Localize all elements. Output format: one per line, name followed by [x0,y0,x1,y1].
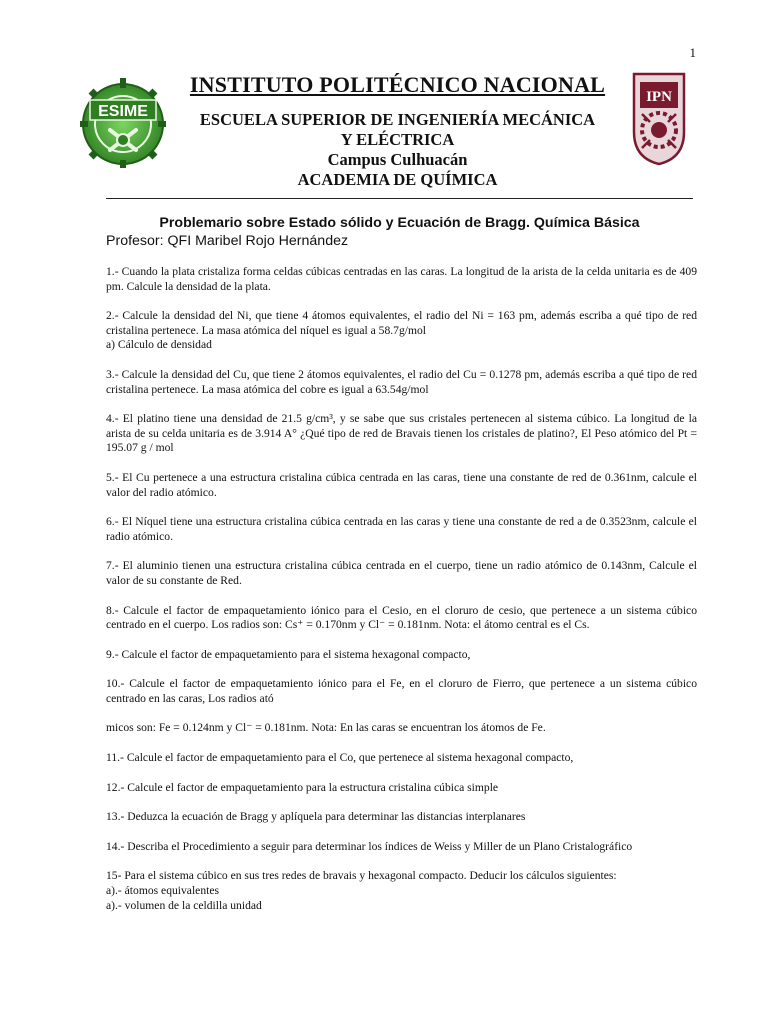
problem-list [106,265,697,913]
problem-item: 14.- Describa el Procedimiento a seguir para determinar los índices de Weiss y Miller de un Plano Cristalográfico [106,839,633,853]
academy-name: ACADEMIA DE QUÍMICA [297,170,498,189]
ipn-logo [628,70,690,166]
problem-item: 13.- Deduzca la ecuación de Bragg y aplíquela para determinar las distancias interplanares [106,810,526,824]
problem-item: 10.- Calcule el factor de empaquetamiento iónico para el Fe, en el cloruro de Fierro, que pertenece a un sistema cúbico centrado en las caras, Los radios ató [106,677,697,705]
school-name-line1: ESCUELA SUPERIOR DE INGENIERÍA MECÁNICA [199,110,596,129]
problem-item: 6.- El Níquel tiene una estructura cristalina cúbica centrada en las caras y tiene una constante de red a de 0.3523nm, calcule el radio atómico. [106,515,697,543]
problem-item: 7.- El aluminio tienen una estructura cristalina cúbica centrada en el cuerpo, tiene un radio atómico de 0.143nm, Calcule el valor de su constante de Red. [106,559,697,587]
problem-item: 11.- Calcule el factor de empaquetamiento para el Co, que pertenece al sistema hexagonal compacto, [106,751,574,765]
esime-logo [80,74,166,168]
problem-item: 3.- Calcule la densidad del Cu, que tiene 2 átomos equivalentes, el radio del Cu = 0.1278 pm, además escriba a qué tipo de red cristalina pertenece. La masa atómica del cobre es igual a 63.54g/mol [106,367,697,396]
header-divider [106,198,693,199]
problem-subitem: a).- volumen de la celdilla unidad [106,898,262,912]
professor-line: Profesor: QFI Maribel Rojo Hernández [106,233,349,249]
document-heading [106,214,693,250]
problem-item: 5.- El Cu pertenece a una estructura cristalina cúbica centrada en las caras, tiene una constante de red de 0.361nm, calcule el valor del radio atómico. [106,470,697,499]
school-name-line2: Y ELÉCTRICA [340,130,455,149]
problem-item: micos son: Fe = 0.124nm y Cl⁻ = 0.181nm. Nota: En las caras se encuentran los átomos de Fe. [106,721,546,735]
problem-item: 2.- Calcule la densidad del Ni, que tiene 4 átomos equivalentes, el radio del Ni = 163 pm, además escriba a qué tipo de red cristalina pertenece. La masa atómica del níquel es igual a 58.7g/mol a) Cálculo de densidad [106,309,697,352]
school-name [170,110,625,150]
ipn-logo-text: IPN [646,89,672,105]
problem-item: 8.- Calcule el factor de empaquetamiento iónico para el Cesio, en el cloruro de cesio, que pertenece a un sistema cúbico centrado en el cuerpo. Los radios son: Cs⁺ = 0.170nm y Cl⁻ = 0.181nm. Nota: el átomo central es el Cs. [106,603,697,632]
problem-item: 9.- Calcule el factor de empaquetamiento para el sistema hexagonal compacto, [106,647,471,661]
problem-item: 15- Para el sistema cúbico en sus tres redes de bravais y hexagonal compacto. Deducir los cálculos siguientes: a).- átomos equivalentes a).- volumen de la celdilla unidad [106,869,697,913]
page-number: 1 [689,45,696,60]
campus-name: Campus Culhuacán [327,150,468,169]
problem-item: 1.- Cuando la plata cristaliza forma celdas cúbicas centradas en las caras. La longitud de la arista de la celda unitaria es de 409 pm. Calcule la densidad de la plata. [106,265,697,293]
problem-item: 12.- Calcule el factor de empaquetamiento para la estructura cristalina cúbica simple [106,780,499,794]
institution-name: INSTITUTO POLITÉCNICO NACIONAL [189,72,606,97]
document-title: Problemario sobre Estado sólido y Ecuación de Bragg. Química Básica [159,215,640,231]
problem-item: 4.- El platino tiene una densidad de 21.5 g/cm³, y se sabe que sus cristales pertenecen al sistema cúbico. La longitud de la arista de su celda unitaria es de 3.914 A° ¿Qué tipo de red de Bravais tienen los cristales de platino?, El Peso atómico del Pt = 195.07 g / mol [106,412,697,455]
problem-subitem: a).- átomos equivalentes [106,884,219,898]
esime-logo-text: ESIME [98,103,148,120]
problem-subitem: a) Cálculo de densidad [106,338,212,352]
letterhead [170,72,625,190]
